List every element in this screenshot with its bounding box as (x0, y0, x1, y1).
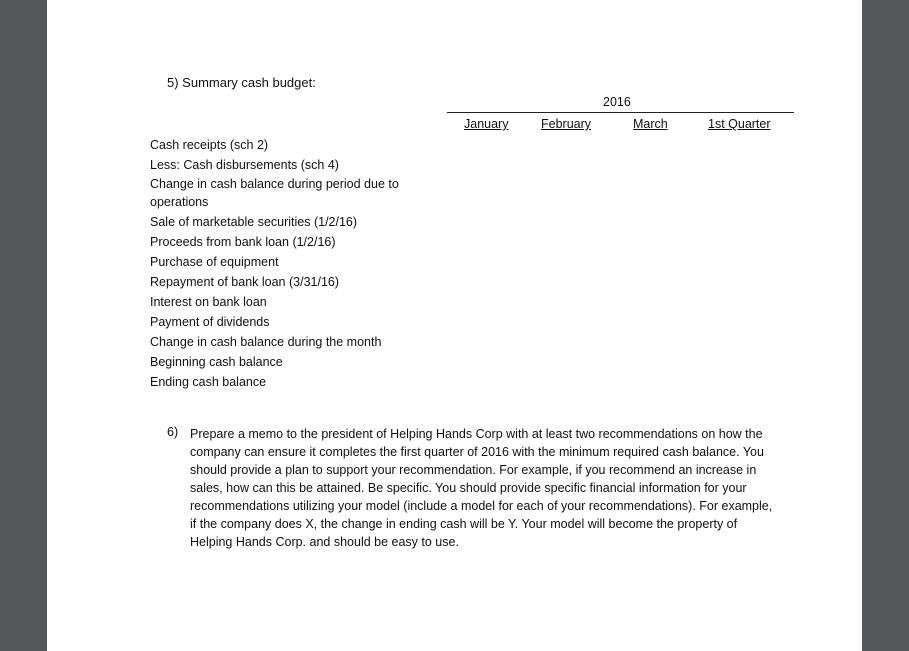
line-item-change-during-month: Change in cash balance during the month (150, 335, 382, 349)
question-6-text: Prepare a memo to the president of Helping Hands Corp with at least two recommendations on how the company can ensure it completes the first quarter of 2016 with the minimum required cash balance. You should provide a plan to support your recommendation. For example, if you recommend an increase in sales, how can this be attained. Be specific. You should provide specific financial information for your recommendations utilizing your model (include a model for each of your recommendations). For example, if the company does X, the change in ending cash will be Y. Your model will become the property of Helping Hands Corp. and should be easy to use. (190, 427, 773, 549)
line-item-payment-of-dividends: Payment of dividends (150, 315, 270, 329)
cash-budget-line-items (150, 136, 410, 393)
line-item-ending-cash: Ending cash balance (150, 375, 267, 389)
line-item-interest-on-loan: Interest on bank loan (150, 295, 267, 309)
line-item-bank-loan-repayment: Repayment of bank loan (3/31/16) (150, 275, 340, 289)
summary-cash-budget-heading: 5) Summary cash budget: (167, 75, 316, 90)
line-item-cash-receipts: Cash receipts (sch 2) (150, 138, 269, 152)
line-item-purchase-of-equipment: Purchase of equipment (150, 255, 279, 269)
year-underline-divider (447, 112, 794, 113)
year-header: 2016 (603, 95, 631, 109)
line-item-bank-loan-proceeds: Proceeds from bank loan (1/2/16) (150, 235, 336, 249)
column-header-march: March (633, 117, 668, 131)
line-item-change-from-operations: Change in cash balance during period due to operations (150, 177, 399, 209)
line-item-cash-disbursements: Less: Cash disbursements (sch 4) (150, 158, 339, 172)
column-header-january: January (464, 117, 509, 131)
line-item-beginning-cash: Beginning cash balance (150, 355, 283, 369)
document-page (47, 0, 862, 651)
column-header-february: February (541, 117, 592, 131)
column-header-1st-quarter: 1st Quarter (708, 117, 771, 131)
question-6-number: 6) (167, 425, 179, 439)
line-item-sale-of-securities: Sale of marketable securities (1/2/16) (150, 215, 358, 229)
